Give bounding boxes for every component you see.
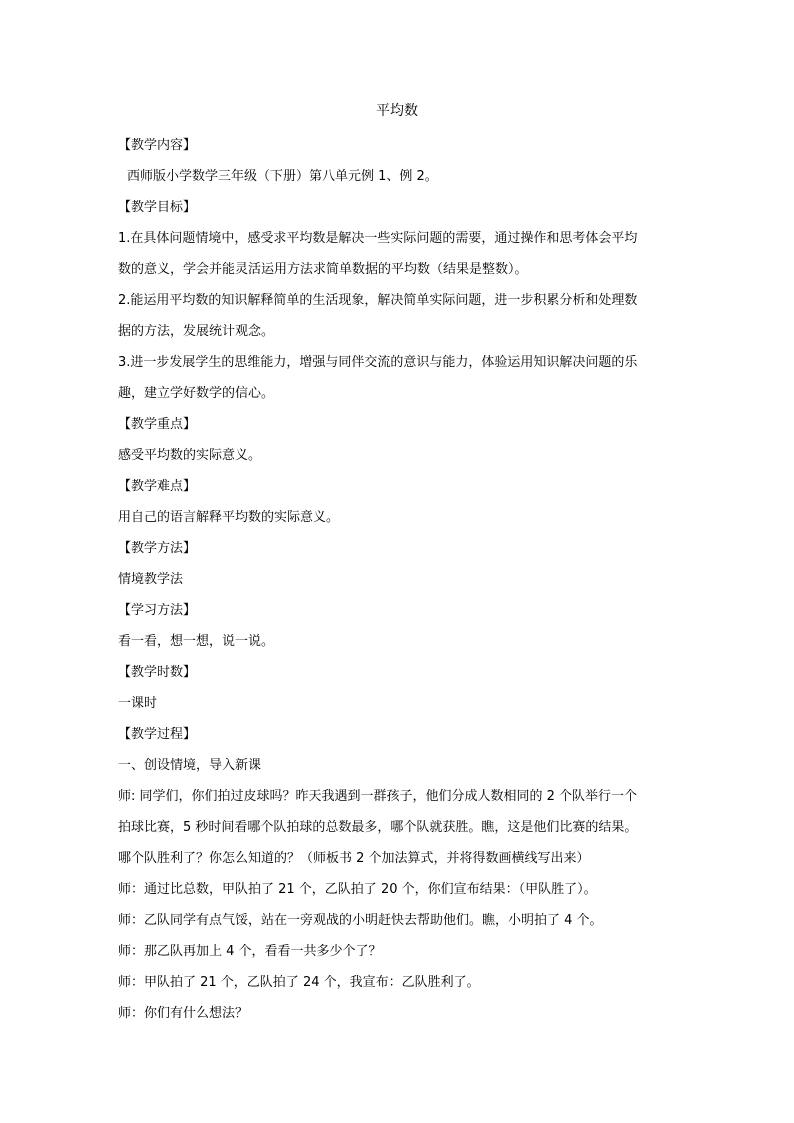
process-paragraph-line: 拍球比赛，5 秒时间看哪个队拍球的总数最多，哪个队就获胜。瞧，这是他们比赛的结果。 — [118, 820, 638, 835]
page-title: 平均数 — [376, 103, 418, 119]
process-paragraph-line: 师: 同学们，你们拍过皮球吗？昨天我遇到一群孩子，他们分成人数相同的 2 个队举行一个 — [118, 789, 638, 804]
process-paragraph-line: 师：通过比总数，甲队拍了 21 个，乙队拍了 20 个，你们宣布结果：（甲队胜了）。 — [118, 882, 597, 897]
content-text: 西师版小学数学三年级（下册）第八单元例 1、例 2。 — [127, 169, 438, 184]
document-body — [118, 130, 678, 1029]
process-paragraph-line: 哪个队胜利了？你怎么知道的？（师板书 2 个加法算式，并将得数画横线写出来） — [118, 851, 590, 866]
section-heading-content: 【教学内容】 — [118, 138, 197, 153]
section-heading-key-point: 【教学重点】 — [118, 417, 197, 432]
section-heading-hours: 【教学时数】 — [118, 665, 197, 680]
process-paragraph-line: 师：甲队拍了 21 个，乙队拍了 24 个，我宣布：乙队胜利了。 — [118, 975, 480, 990]
goal-1-line-2: 数的意义，学会并能灵活运用方法求简单数据的平均数（结果是整数）。 — [118, 262, 528, 277]
teaching-method-text: 情境教学法 — [118, 572, 184, 587]
section-heading-goals: 【教学目标】 — [118, 200, 197, 215]
section-heading-difficulty: 【教学难点】 — [118, 479, 197, 494]
learning-method-text: 看一看，想一想，说一说。 — [118, 634, 275, 649]
hours-text: 一课时 — [118, 696, 158, 711]
section-heading-process: 【教学过程】 — [118, 727, 197, 742]
process-paragraph-line: 师：你们有什么想法？ — [118, 1006, 249, 1021]
goal-1-line-1: 1.在具体问题情境中，感受求平均数是解决一些实际问题的需要，通过操作和思考体会平均 — [118, 231, 638, 246]
section-heading-teaching-method: 【教学方法】 — [118, 541, 197, 556]
goal-3-line-1: 3.进一步发展学生的思维能力，增强与同伴交流的意识与能力，体验运用知识解决问题的乐 — [118, 355, 638, 370]
process-paragraph-line: 师：那乙队再加上 4 个，看看一共多少个了？ — [118, 944, 382, 959]
process-step-1: 一、创设情境，导入新课 — [118, 758, 262, 773]
goal-3-line-2: 趣，建立学好数学的信心。 — [118, 386, 275, 401]
key-point-text: 感受平均数的实际意义。 — [118, 448, 262, 463]
goal-2-line-1: 2.能运用平均数的知识解释简单的生活现象，解决简单实际问题，进一步积累分析和处理数 — [118, 293, 638, 308]
goal-2-line-2: 据的方法，发展统计观念。 — [118, 324, 275, 339]
section-heading-learning-method: 【学习方法】 — [118, 603, 197, 618]
difficulty-text: 用自己的语言解释平均数的实际意义。 — [118, 510, 340, 525]
process-paragraph-line: 师：乙队同学有点气馁，站在一旁观战的小明赶快去帮助他们。瞧，小明拍了 4 个。 — [118, 913, 603, 928]
